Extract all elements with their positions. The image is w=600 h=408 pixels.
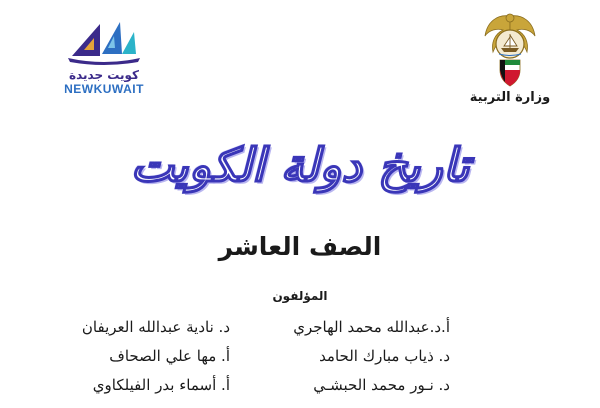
author-name: أ.د.عبدالله محمد الهاجري <box>293 318 450 336</box>
author-name: د. ذياب مبارك الحامد <box>319 347 450 365</box>
kuwait-emblem-icon <box>479 8 541 88</box>
book-title <box>120 110 480 220</box>
dhow-sail-icon <box>64 18 144 66</box>
ministry-name: وزارة التربية <box>469 90 551 105</box>
new-kuwait-english: NEWKUWAIT <box>64 82 144 96</box>
grade-title: الصف العاشر <box>218 232 382 261</box>
new-kuwait-arabic: كويت جديدة <box>69 68 139 82</box>
author-name: د. نـور محمد الحبشـي <box>313 376 450 394</box>
authors-heading: المؤلفون <box>272 289 328 303</box>
author-name: أ. أسماء بدر الفيلكاوي <box>92 376 230 394</box>
book-title-text: تاريخ دولة الكويت <box>130 138 470 192</box>
ministry-emblem <box>460 8 560 118</box>
author-name: د. نادية عبدالله العريفان <box>81 318 230 336</box>
new-kuwait-logo <box>44 18 164 118</box>
author-name: أ. مها علي الصحاف <box>109 347 230 365</box>
